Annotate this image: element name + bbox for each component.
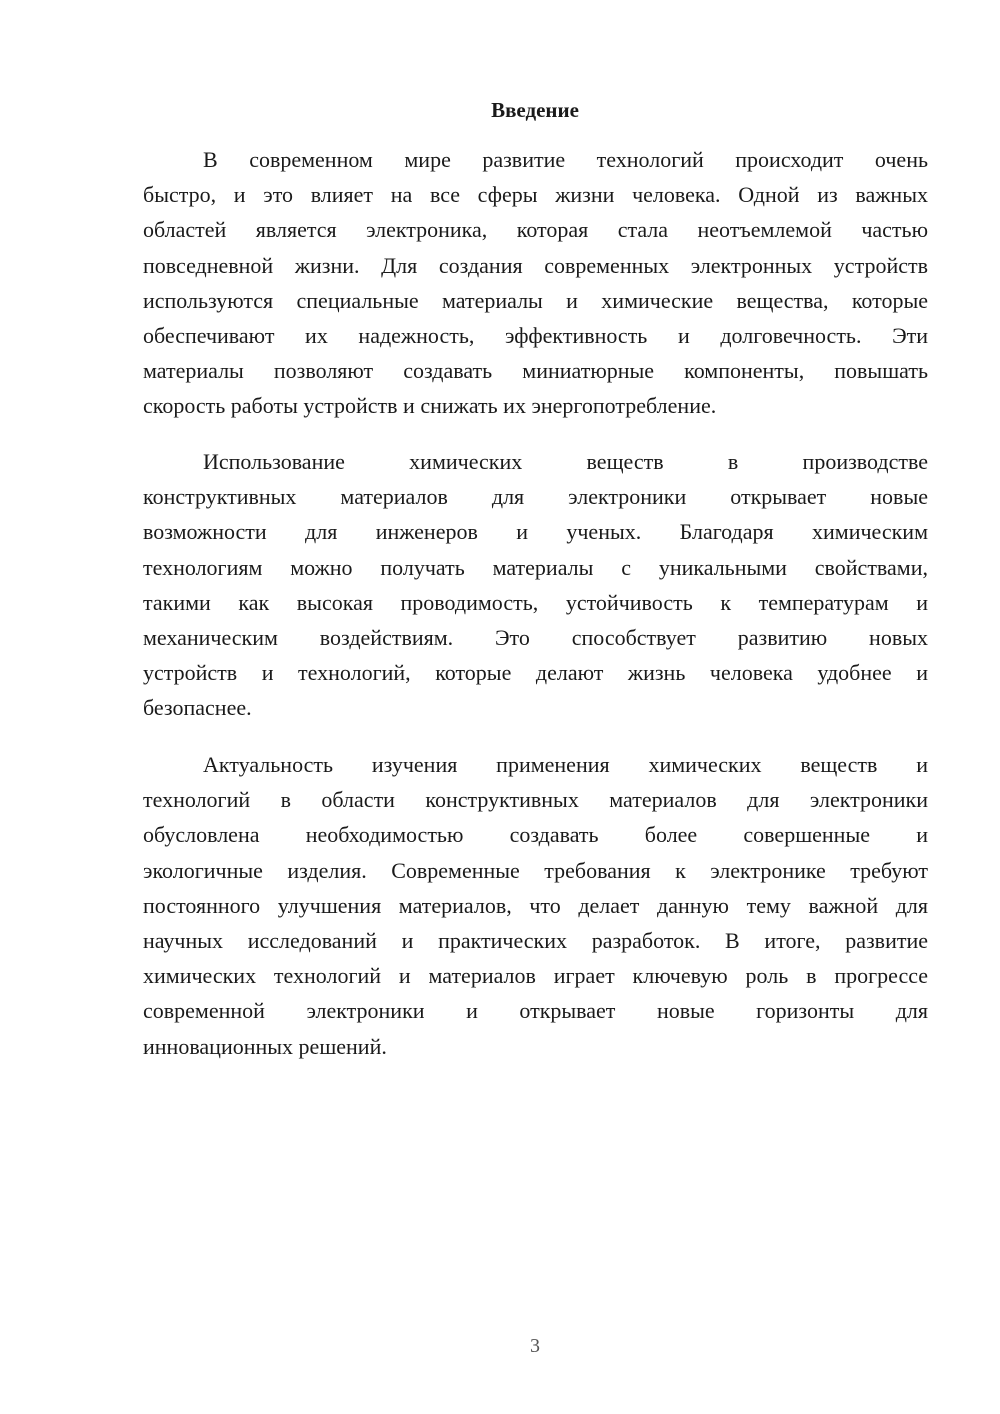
paragraph-line: научных исследований и практических разработок. В итоге, развитие [143, 927, 928, 953]
paragraph-line: конструктивных материалов для электроники открывает новые [143, 484, 928, 510]
paragraph-line: такими как высокая проводимость, устойчивость к температурам и [143, 589, 928, 615]
paragraph-line: быстро, и это влияет на все сферы жизни человека. Одной из важных [143, 182, 928, 208]
paragraph-line: возможности для инженеров и ученых. Благодаря химическим [143, 519, 928, 545]
paragraph-line: В современном мире развитие технологий происходит очень [203, 147, 928, 172]
paragraph-line: Актуальность изучения применения химических веществ и [203, 752, 928, 777]
paragraph-line: областей является электроника, которая стала неотъемлемой частью [143, 217, 928, 243]
paragraph-line: экологичные изделия. Современные требования к электронике требуют [143, 857, 928, 883]
paragraph-line: инновационных решений. [143, 1033, 387, 1059]
paragraph-line: технологиям можно получать материалы с уникальными свойствами, [143, 554, 928, 580]
paragraph-line: обеспечивают их надежность, эффективность и долговечность. Эти [143, 322, 928, 348]
paragraph-line: повседневной жизни. Для создания современных электронных устройств [143, 252, 928, 278]
paragraph-1 [143, 142, 928, 424]
paragraph-line: современной электроники и открывает новые горизонты для [143, 998, 928, 1024]
page-title: Введение [491, 98, 579, 122]
paragraph-line: безопаснее. [143, 695, 252, 721]
paragraph-2 [143, 444, 928, 726]
paragraph-line: используются специальные материалы и химические вещества, которые [143, 287, 928, 313]
page-number: 3 [530, 1335, 540, 1357]
paragraph-line: устройств и технологий, которые делают жизнь человека удобнее и [143, 660, 928, 686]
paragraph-line: Использование химических веществ в производстве [203, 449, 928, 474]
paragraph-line: материалы позволяют создавать миниатюрные компоненты, повышать [143, 358, 928, 384]
paragraph-line: постоянного улучшения материалов, что делает данную тему важной для [143, 892, 928, 918]
paragraph-3 [143, 747, 928, 1064]
paragraph-line: технологий в области конструктивных материалов для электроники [143, 787, 928, 813]
paragraph-line: скорость работы устройств и снижать их энергопотребление. [143, 393, 717, 419]
paragraph-line: химических технологий и материалов играет ключевую роль в прогрессе [143, 963, 928, 989]
paragraph-line: механическим воздействиям. Это способствует развитию новых [143, 624, 928, 650]
paragraph-line: обусловлена необходимостью создавать более совершенные и [143, 822, 928, 848]
